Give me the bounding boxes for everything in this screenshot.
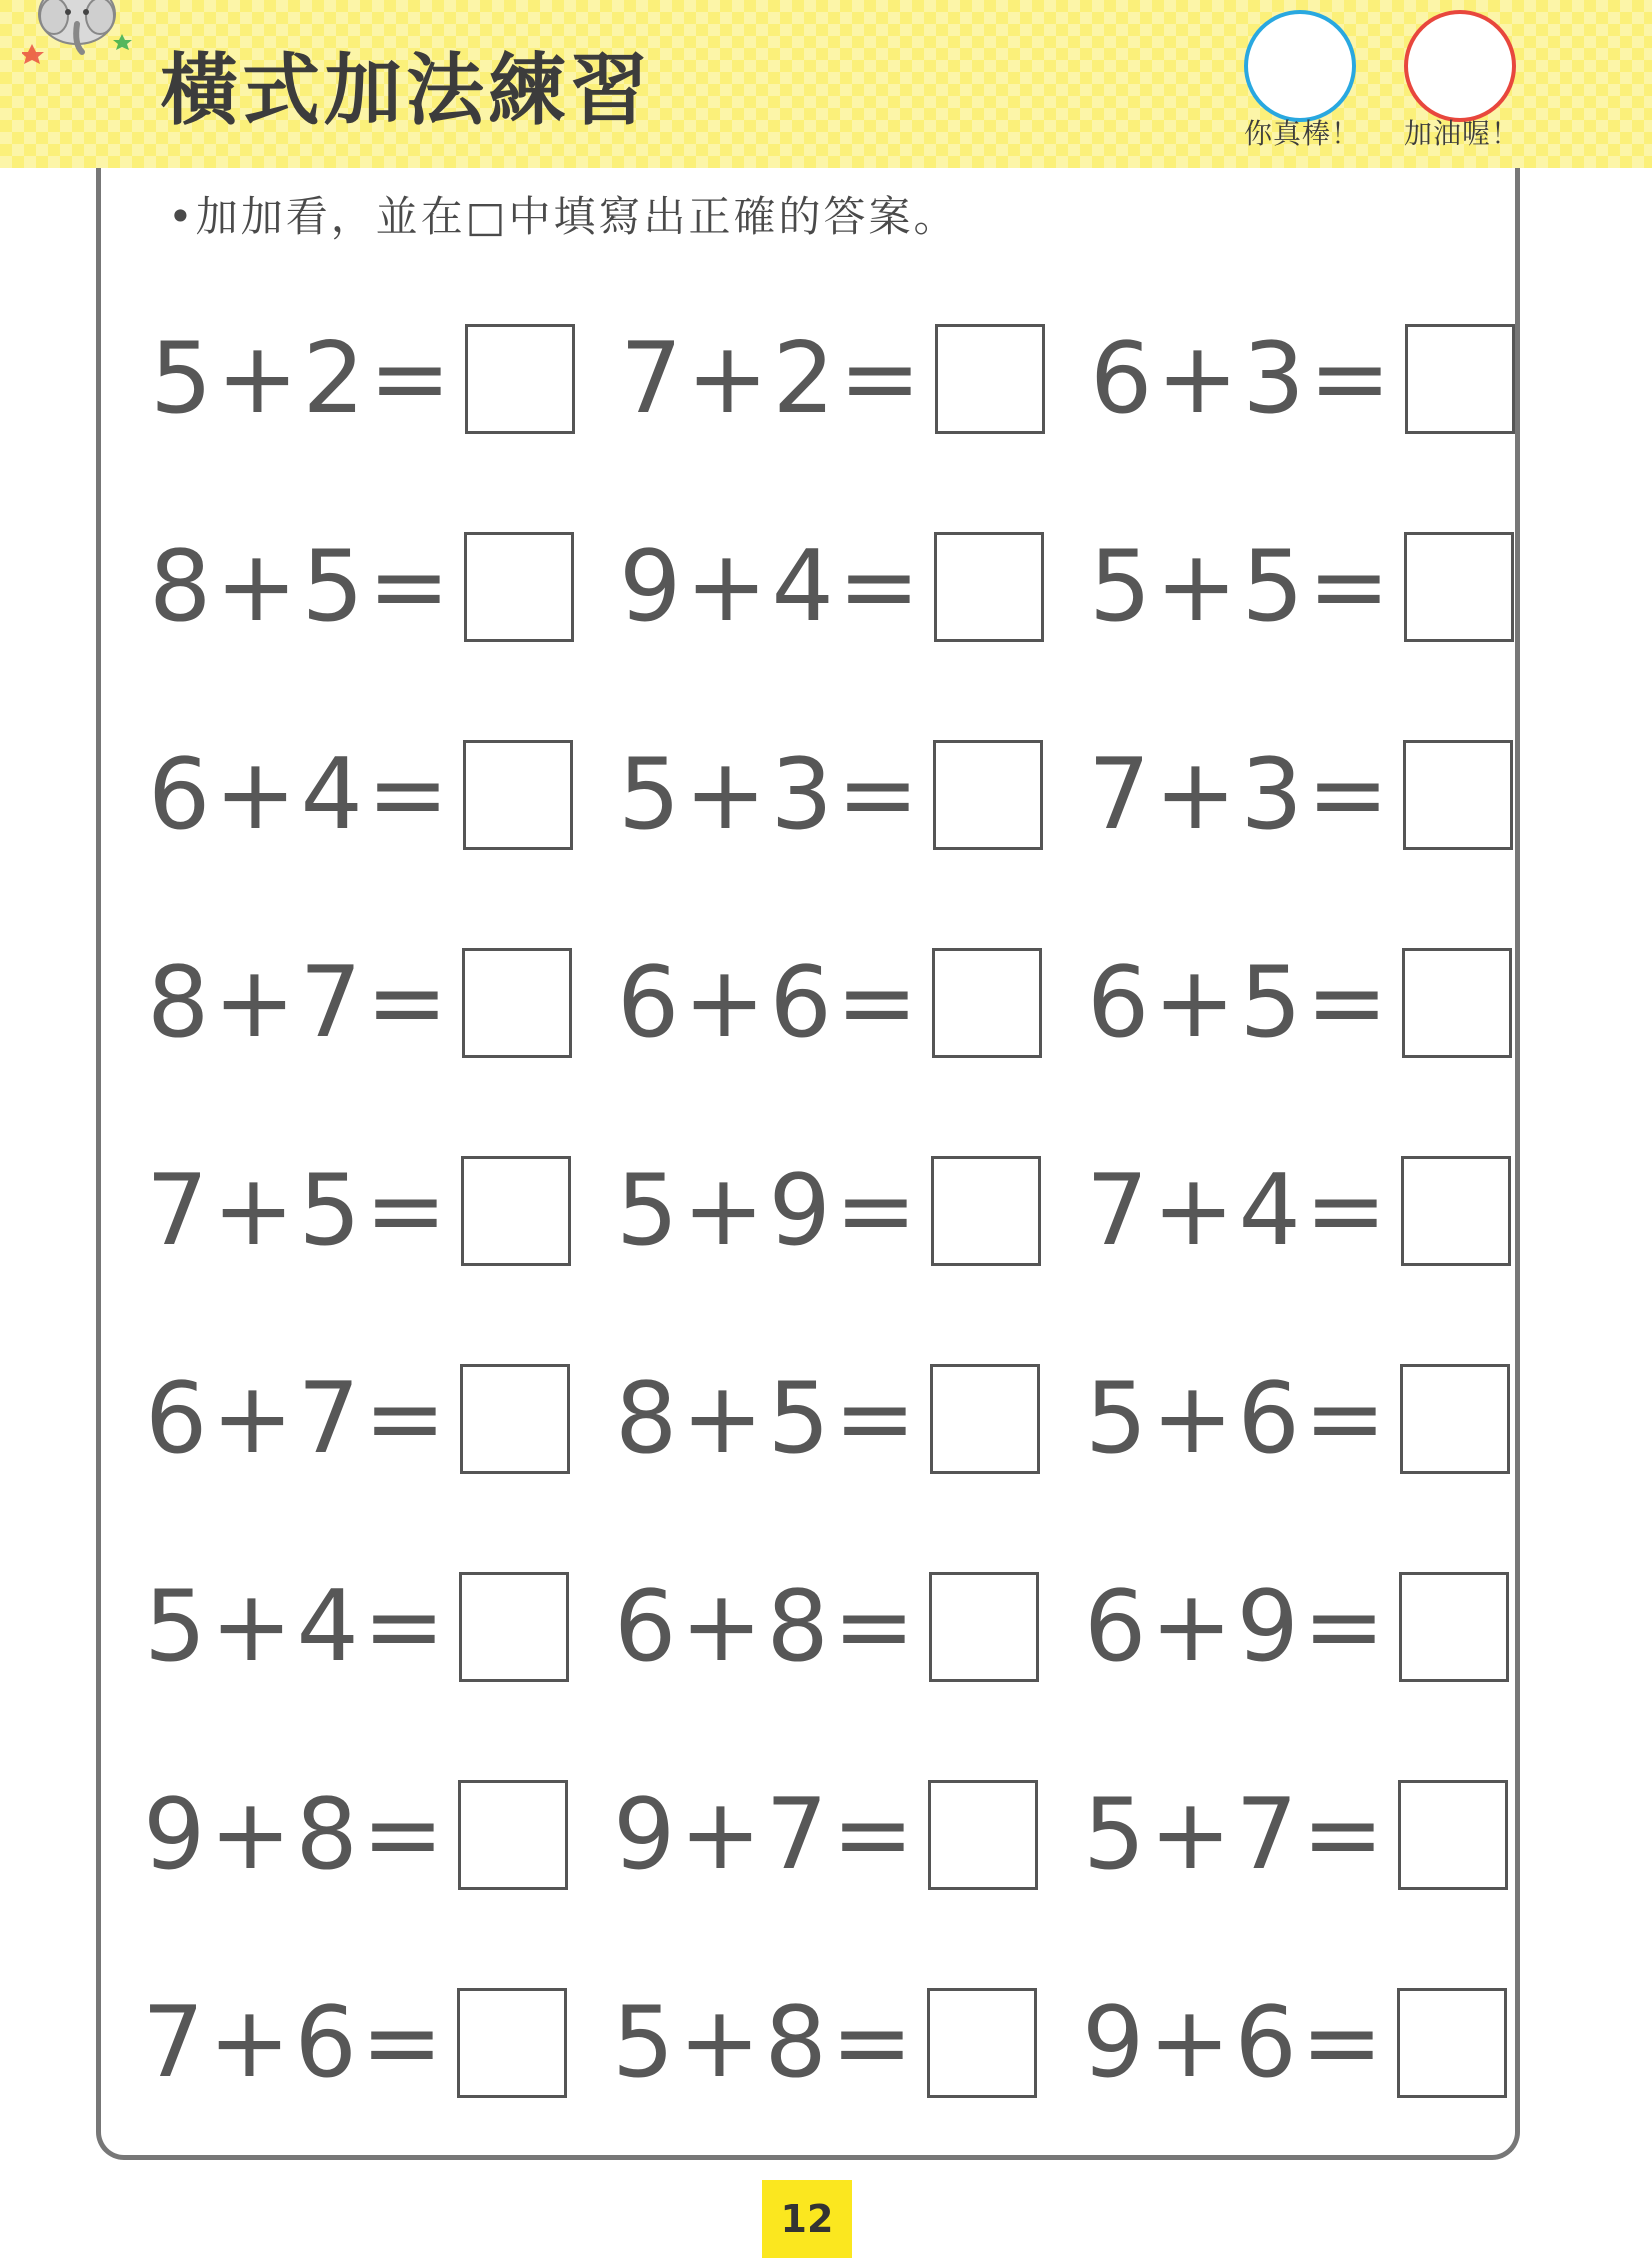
problem-expression: 6+8= [614,1570,919,1684]
addition-problem [150,320,590,438]
page-title: 橫式加法練習 [160,46,653,136]
problem-expression: 9+4= [619,530,924,644]
answer-box[interactable] [1405,324,1515,434]
problem-expression: 8+7= [147,946,452,1060]
answer-box[interactable] [929,1572,1039,1682]
problem-expression: 6+9= [1084,1570,1389,1684]
addition-problem [146,1152,586,1270]
answer-box[interactable] [933,740,1043,850]
addition-problem [1086,1152,1526,1270]
addition-problem [1083,1776,1523,1894]
problem-grid [142,320,1510,2120]
answer-box[interactable] [458,1780,568,1890]
answer-box[interactable] [461,1156,571,1266]
answer-box[interactable] [1404,532,1514,642]
addition-problem [612,1984,1052,2102]
addition-problem [1089,528,1529,646]
answer-box[interactable] [934,532,1044,642]
answer-box[interactable] [930,1364,1040,1474]
addition-problem [613,1776,1053,1894]
answer-box[interactable] [935,324,1045,434]
answer-box[interactable] [1400,1364,1510,1474]
addition-problem [1087,944,1527,1062]
problem-expression: 5+3= [618,738,923,852]
addition-problem [619,528,1059,646]
answer-box[interactable] [460,1364,570,1474]
problem-expression: 6+3= [1090,322,1395,436]
answer-box[interactable] [465,324,575,434]
addition-problem [1084,1568,1524,1686]
answer-box[interactable] [464,532,574,642]
problem-expression: 8+5= [615,1362,920,1476]
answer-box[interactable] [462,948,572,1058]
addition-problem [618,736,1058,854]
addition-problem [1082,1984,1522,2102]
answer-box[interactable] [927,1988,1037,2098]
problem-expression: 5+6= [1085,1362,1390,1476]
addition-problem [620,320,1060,438]
problem-expression: 5+8= [612,1986,917,2100]
problem-expression: 9+6= [1082,1986,1387,2100]
addition-problem [144,1568,584,1686]
problem-expression: 8+5= [149,530,454,644]
praise-badge-try-harder [1382,6,1542,156]
answer-box[interactable] [457,1988,567,2098]
answer-box[interactable] [932,948,1042,1058]
addition-problem [145,1360,585,1478]
addition-problem [143,1776,583,1894]
problem-expression: 5+4= [144,1570,449,1684]
badge-label-great: 你真棒！ [1243,117,1360,150]
problem-expression: 6+4= [148,738,453,852]
problem-expression: 9+7= [613,1778,918,1892]
answer-box[interactable] [1398,1780,1508,1890]
answer-box[interactable] [459,1572,569,1682]
problem-expression: 7+3= [1088,738,1393,852]
addition-problem [1085,1360,1525,1478]
problem-expression: 7+4= [1086,1154,1391,1268]
rating-circle-red [1404,10,1516,122]
problem-expression: 5+2= [150,322,455,436]
answer-box[interactable] [1401,1156,1511,1266]
answer-box[interactable] [1397,1988,1507,2098]
badge-label-try-harder: 加油喔！ [1403,117,1520,150]
answer-box[interactable] [1399,1572,1509,1682]
instruction-text: •加加看，並在□中填寫出正確的答案。 [168,192,959,241]
page-header [0,0,1652,168]
problem-expression: 6+7= [145,1362,450,1476]
addition-problem [148,736,588,854]
problem-expression: 5+7= [1083,1778,1388,1892]
problem-expression: 7+5= [146,1154,451,1268]
addition-problem [1090,320,1530,438]
problem-expression: 5+9= [616,1154,921,1268]
answer-box[interactable] [1402,948,1512,1058]
praise-badge-great [1222,6,1382,156]
answer-box[interactable] [928,1780,1038,1890]
problem-expression: 7+2= [620,322,925,436]
addition-problem [617,944,1057,1062]
answer-box[interactable] [931,1156,1041,1266]
problem-expression: 5+5= [1089,530,1394,644]
addition-problem [147,944,587,1062]
page-number: 12 [762,2180,852,2258]
addition-problem [615,1360,1055,1478]
addition-problem [616,1152,1056,1270]
answer-box[interactable] [463,740,573,850]
elephant-mascot-icon [22,0,132,64]
problem-expression: 6+5= [1087,946,1392,1060]
problem-expression: 9+8= [143,1778,448,1892]
addition-problem [1088,736,1528,854]
addition-problem [149,528,589,646]
addition-problem [614,1568,1054,1686]
problem-expression: 7+6= [142,1986,447,2100]
problem-expression: 6+6= [617,946,922,1060]
addition-problem [142,1984,582,2102]
rating-circle-blue [1244,10,1356,122]
answer-box[interactable] [1403,740,1513,850]
